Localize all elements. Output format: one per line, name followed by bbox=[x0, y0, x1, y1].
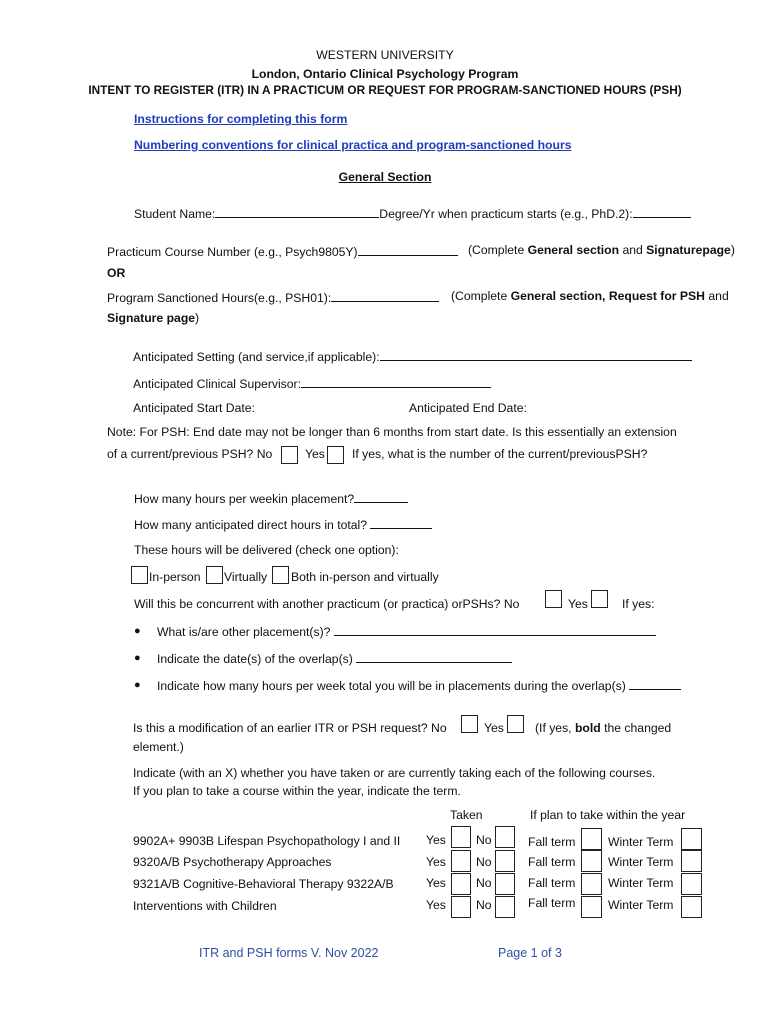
note-text: (Complete bbox=[468, 243, 528, 257]
modification-yes-checkbox[interactable] bbox=[507, 715, 524, 733]
instructions-link[interactable]: Instructions for completing this form bbox=[134, 112, 348, 126]
degree-field[interactable] bbox=[633, 205, 691, 218]
winter-term-checkbox[interactable] bbox=[681, 873, 702, 895]
winter-term-label: Winter Term bbox=[608, 855, 674, 869]
psh-row bbox=[107, 289, 439, 305]
supervisor-field[interactable] bbox=[301, 375, 491, 388]
virtually-label: Virtually bbox=[224, 570, 268, 584]
start-date-label: Anticipated Start Date: bbox=[133, 401, 255, 415]
courses-intro-line2: If you plan to take a course within the year, indicate the term. bbox=[133, 784, 461, 798]
end-date-label: Anticipated End Date: bbox=[409, 401, 527, 415]
inperson-checkbox[interactable] bbox=[131, 566, 148, 584]
hours-week-label: How many hours per weekin placement? bbox=[134, 492, 355, 506]
note-bold: bold bbox=[574, 721, 601, 735]
taken-no-label: No bbox=[476, 833, 492, 847]
course-number-row bbox=[107, 243, 458, 259]
supervisor-label: Anticipated Clinical Supervisor: bbox=[133, 377, 301, 391]
note-text: (If yes, bbox=[535, 721, 575, 735]
note-bold: Signaturepage bbox=[646, 243, 731, 257]
concurrent-yes-label: Yes bbox=[568, 597, 588, 611]
courses-intro-line1: Indicate (with an X) whether you have taken or are currently taking each of the following courses. bbox=[133, 766, 656, 780]
overlap-dates-label: Indicate the date(s) of the overlap(s) bbox=[157, 652, 353, 666]
concurrent-ifyes-label: If yes: bbox=[622, 597, 655, 611]
taken-yes-checkbox[interactable] bbox=[451, 873, 471, 895]
winter-term-checkbox[interactable] bbox=[681, 896, 702, 918]
winter-term-checkbox[interactable] bbox=[681, 828, 702, 850]
numbering-conventions-link[interactable]: Numbering conventions for clinical practica and program-sanctioned hours bbox=[134, 138, 572, 152]
psh-label: Program Sanctioned Hours(e.g., PSH01): bbox=[107, 291, 332, 305]
taken-no-checkbox[interactable] bbox=[495, 896, 515, 918]
footer-page-number: Page 1 of 3 bbox=[498, 946, 562, 960]
note-text: the changed bbox=[600, 721, 672, 735]
direct-hours-row bbox=[134, 516, 432, 532]
taken-yes-checkbox[interactable] bbox=[451, 850, 471, 872]
overlap-dates-field[interactable] bbox=[356, 650, 512, 663]
hours-week-field[interactable] bbox=[354, 490, 408, 503]
note-text: and bbox=[705, 289, 729, 303]
fall-term-checkbox[interactable] bbox=[581, 873, 602, 895]
extension-yes-label: Yes bbox=[305, 447, 325, 461]
concurrent-yes-checkbox[interactable] bbox=[591, 590, 608, 608]
winter-term-label: Winter Term bbox=[608, 876, 674, 890]
note-bold: General section bbox=[527, 243, 620, 257]
winter-term-label: Winter Term bbox=[608, 898, 674, 912]
setting-field[interactable] bbox=[380, 348, 692, 361]
col-taken-header: Taken bbox=[450, 808, 483, 822]
note-text: ) bbox=[730, 243, 735, 257]
fall-term-label: Fall term bbox=[528, 896, 576, 910]
inperson-label: In-person bbox=[149, 570, 201, 584]
taken-yes-label: Yes bbox=[426, 876, 446, 890]
form-title: INTENT TO REGISTER (ITR) IN A PRACTICUM OR REQUEST FOR PROGRAM-SANCTIONED HOURS (PSH) bbox=[88, 83, 682, 97]
bullet-overlap-dates-row bbox=[157, 650, 512, 666]
virtually-checkbox[interactable] bbox=[206, 566, 223, 584]
taken-yes-checkbox[interactable] bbox=[451, 826, 471, 848]
col-plan-header: If plan to take within the year bbox=[530, 808, 686, 822]
extension-no-checkbox[interactable] bbox=[281, 446, 298, 464]
fall-term-label: Fall term bbox=[528, 876, 576, 890]
taken-no-checkbox[interactable] bbox=[495, 826, 515, 848]
bullet-marker: ● bbox=[134, 625, 141, 637]
psh-field[interactable] bbox=[331, 289, 439, 302]
winter-term-checkbox[interactable] bbox=[681, 850, 702, 872]
extension-no-label: of a current/previous PSH? No bbox=[107, 447, 273, 461]
extension-yes-checkbox[interactable] bbox=[327, 446, 344, 464]
overlap-hours-field[interactable] bbox=[629, 677, 681, 690]
taken-yes-label: Yes bbox=[426, 855, 446, 869]
course-row-label: Interventions with Children bbox=[133, 899, 277, 913]
modification-note bbox=[535, 721, 671, 735]
fall-term-checkbox[interactable] bbox=[581, 850, 602, 872]
psh-note-line1: Note: For PSH: End date may not be longer than 6 months from start date. Is this essentially an extension bbox=[107, 425, 677, 439]
direct-hours-field[interactable] bbox=[370, 516, 432, 529]
taken-no-label: No bbox=[476, 898, 492, 912]
course-number-label: Practicum Course Number (e.g., Psych9805Y) bbox=[107, 245, 358, 259]
taken-no-checkbox[interactable] bbox=[495, 850, 515, 872]
note-bold: General section, Request for PSH bbox=[510, 289, 705, 303]
footer-version: ITR and PSH forms V. Nov 2022 bbox=[199, 946, 379, 960]
note-text: (Complete bbox=[451, 289, 511, 303]
note-text: and bbox=[619, 243, 647, 257]
course-number-note bbox=[468, 243, 735, 257]
fall-term-label: Fall term bbox=[528, 855, 576, 869]
taken-no-label: No bbox=[476, 855, 492, 869]
university-name: WESTERN UNIVERSITY bbox=[316, 48, 454, 62]
taken-yes-label: Yes bbox=[426, 898, 446, 912]
student-name-field[interactable] bbox=[215, 205, 379, 218]
bullet-marker: ● bbox=[134, 652, 141, 664]
winter-term-label: Winter Term bbox=[608, 835, 674, 849]
taken-no-label: No bbox=[476, 876, 492, 890]
modification-label: Is this a modification of an earlier ITR or PSH request? No bbox=[133, 721, 447, 735]
concurrent-label: Will this be concurrent with another practicum (or practica) orPSHs? No bbox=[134, 597, 520, 611]
overlap-hours-label: Indicate how many hours per week total you will be in placements during the overlap(s) bbox=[157, 679, 626, 693]
or-label: OR bbox=[107, 266, 126, 280]
modification-no-checkbox[interactable] bbox=[461, 715, 478, 733]
hours-week-row bbox=[134, 490, 408, 506]
taken-no-checkbox[interactable] bbox=[495, 873, 515, 895]
degree-label: Degree/Yr when practicum starts (e.g., PhD.2): bbox=[379, 207, 633, 221]
both-label: Both in-person and virtually bbox=[291, 570, 439, 584]
setting-label: Anticipated Setting (and service,if applicable): bbox=[133, 350, 380, 364]
bullet-overlap-hours-row bbox=[157, 677, 681, 693]
setting-row bbox=[133, 348, 692, 364]
note-text: ) bbox=[195, 311, 200, 325]
course-row-label: 9320A/B Psychotherapy Approaches bbox=[133, 855, 332, 869]
psh-note bbox=[451, 289, 729, 303]
both-checkbox[interactable] bbox=[272, 566, 289, 584]
course-row-label: 9321A/B Cognitive-Behavioral Therapy 9322A/B bbox=[133, 877, 394, 891]
placements-label: What is/are other placement(s)? bbox=[157, 625, 331, 639]
course-row-label: 9902A+ 9903B Lifespan Psychopathology I and II bbox=[133, 834, 401, 848]
modification-line2: element.) bbox=[133, 740, 184, 754]
supervisor-row bbox=[133, 375, 491, 391]
extension-followup-label: If yes, what is the number of the current/previousPSH? bbox=[352, 447, 648, 461]
concurrent-no-checkbox[interactable] bbox=[545, 590, 562, 608]
taken-yes-checkbox[interactable] bbox=[451, 896, 471, 918]
direct-hours-label: How many anticipated direct hours in total? bbox=[134, 518, 368, 532]
student-name-label: Student Name: bbox=[134, 207, 216, 221]
bullet-placements-row bbox=[157, 623, 656, 639]
bullet-marker: ● bbox=[134, 679, 141, 691]
fall-term-checkbox[interactable] bbox=[581, 896, 602, 918]
fall-term-checkbox[interactable] bbox=[581, 828, 602, 850]
fall-term-label: Fall term bbox=[528, 835, 576, 849]
delivery-label: These hours will be delivered (check one option): bbox=[134, 543, 399, 557]
general-section-heading: General Section bbox=[338, 170, 432, 184]
course-number-field[interactable] bbox=[358, 243, 458, 256]
program-name: London, Ontario Clinical Psychology Program bbox=[251, 67, 519, 81]
placements-field[interactable] bbox=[334, 623, 656, 636]
modification-yes-label: Yes bbox=[484, 721, 504, 735]
psh-note-line2 bbox=[107, 311, 199, 325]
student-name-row bbox=[134, 205, 691, 221]
taken-yes-label: Yes bbox=[426, 833, 446, 847]
note-bold: Signature page bbox=[107, 311, 196, 325]
